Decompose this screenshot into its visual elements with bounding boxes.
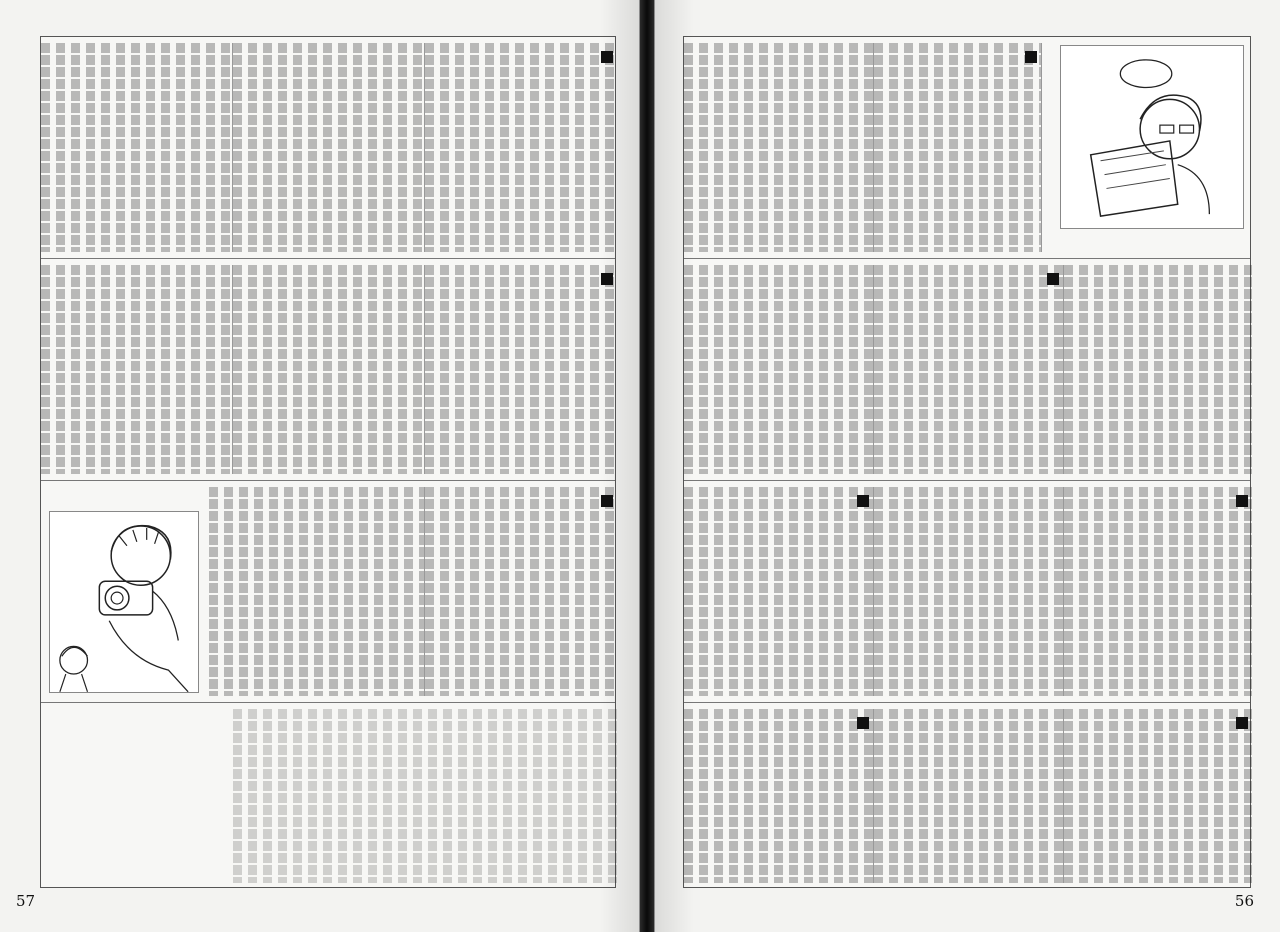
left-r3-col-3 [425, 487, 617, 696]
text-texture [1064, 487, 1252, 696]
right-r3-col-1 [684, 487, 874, 696]
right-r2-col-1 [684, 265, 874, 474]
manga-illustration-camera [49, 511, 199, 693]
section-heading [1232, 717, 1248, 883]
right-r1-col-1 [684, 43, 874, 252]
manga-illustration-manual [1060, 45, 1244, 229]
text-texture [425, 487, 617, 696]
section-heading [853, 717, 869, 883]
right-r2-col-2 [874, 265, 1064, 474]
right-r1-col-2 [874, 43, 1042, 252]
text-texture [684, 43, 873, 252]
text-texture [425, 43, 617, 252]
illustration-drawing [50, 512, 198, 692]
book-gutter [640, 0, 654, 932]
text-texture [874, 487, 1063, 696]
page-number-right: 56 [1234, 892, 1254, 910]
left-r1-col-1 [41, 43, 233, 252]
section-heading [853, 495, 869, 685]
text-texture [41, 265, 232, 474]
text-texture [684, 709, 873, 883]
text-texture [684, 265, 873, 474]
left-row-1 [41, 37, 615, 259]
right-r4-col-2 [874, 709, 1064, 883]
left-notes-col [233, 709, 617, 883]
right-row-3 [684, 481, 1250, 703]
section-heading [597, 495, 613, 685]
text-texture [684, 487, 873, 696]
section-heading [1232, 495, 1248, 685]
right-row-1 [684, 37, 1250, 259]
left-row-3 [41, 481, 615, 703]
text-texture [233, 43, 424, 252]
page-number-left: 57 [16, 892, 36, 910]
text-texture [425, 265, 617, 474]
left-r1-col-2 [233, 43, 425, 252]
section-heading [1043, 273, 1059, 463]
right-r3-col-3 [1064, 487, 1252, 696]
text-texture [1064, 709, 1252, 883]
text-texture [41, 43, 232, 252]
left-row-2 [41, 259, 615, 481]
left-r2-col-2 [233, 265, 425, 474]
left-page-frame [40, 36, 616, 888]
left-row-notes [41, 703, 615, 889]
illustration-drawing [1061, 46, 1243, 228]
right-row-4 [684, 703, 1250, 889]
right-r2-col-3 [1064, 265, 1252, 474]
text-texture [874, 43, 1041, 252]
text-texture [209, 487, 424, 696]
section-heading [597, 51, 613, 241]
text-texture [1064, 265, 1252, 474]
text-texture [874, 265, 1063, 474]
left-r3-col-2 [209, 487, 425, 696]
text-texture [874, 709, 1063, 883]
section-heading [597, 273, 613, 463]
left-r1-col-3 [425, 43, 617, 252]
left-r2-col-1 [41, 265, 233, 474]
right-r4-col-1 [684, 709, 874, 883]
text-texture [233, 265, 424, 474]
left-r2-col-3 [425, 265, 617, 474]
right-page [654, 0, 1280, 932]
right-page-frame [683, 36, 1251, 888]
right-r3-col-2 [874, 487, 1064, 696]
section-heading [1021, 51, 1037, 241]
right-row-2 [684, 259, 1250, 481]
text-texture [233, 709, 617, 883]
right-r4-col-3 [1064, 709, 1252, 883]
